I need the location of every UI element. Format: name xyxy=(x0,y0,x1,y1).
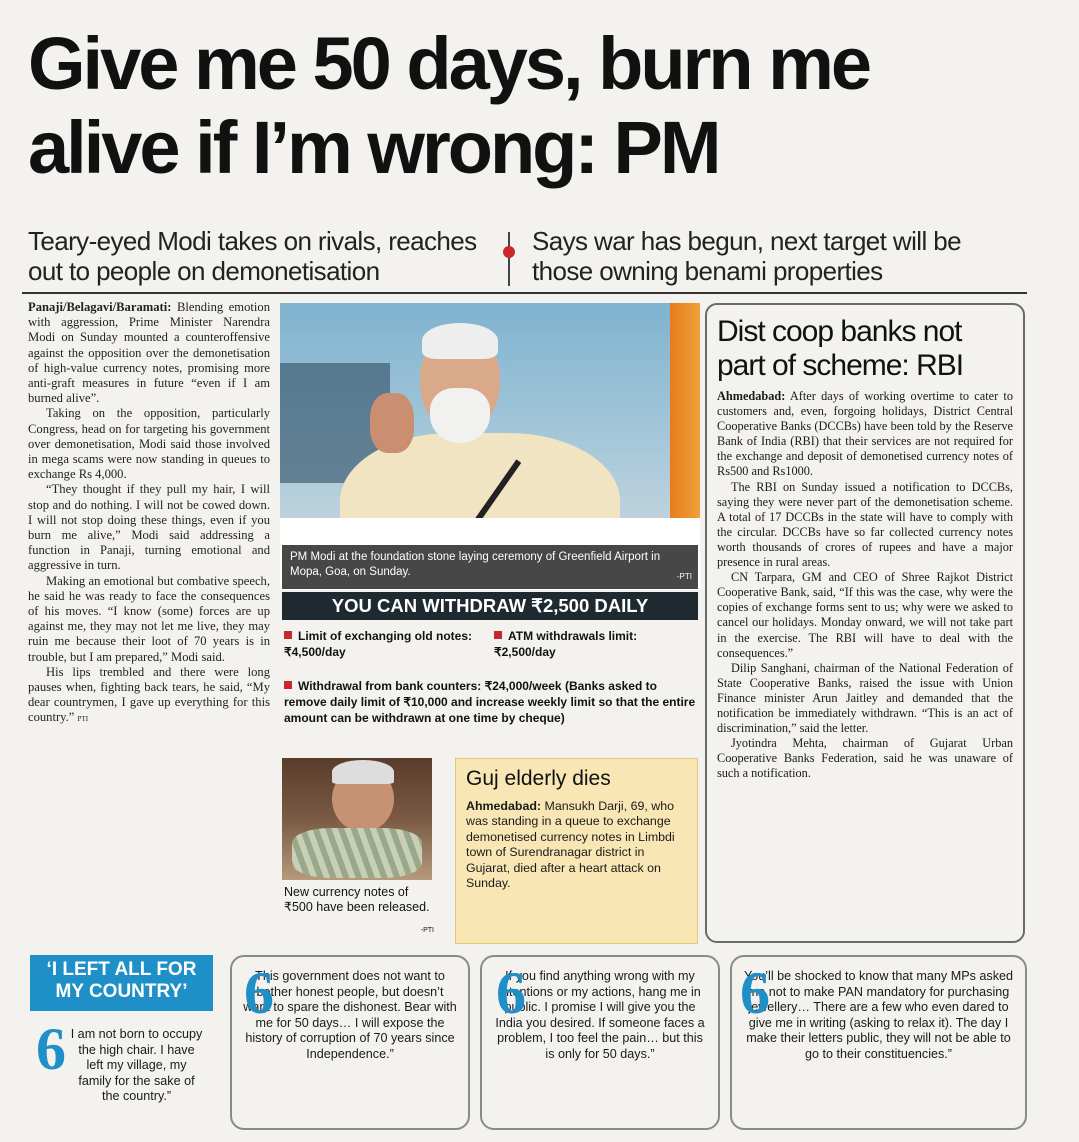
deck-left-line-1: Teary-eyed Modi takes on rivals, reaches xyxy=(28,226,477,256)
quote-2 xyxy=(230,955,470,1130)
quote-mark-icon: 6 xyxy=(740,960,770,1026)
deck-divider xyxy=(508,232,510,286)
main-story-paragraph xyxy=(28,300,270,406)
guj-title: Guj elderly dies xyxy=(466,767,611,790)
fact-atm-limit xyxy=(494,628,696,660)
currency-notes-credit: -PTI xyxy=(420,927,434,934)
deck-right-line-1: Says war has begun, next target will be xyxy=(532,226,961,256)
photo-figure-hair xyxy=(422,323,498,359)
guj-body: Mansukh Darji, 69, who was standing in a queue to exchange demonetised currency notes in Limbdi town of Surendranagar district in Gujarat, died after a heart attack on Sunday. xyxy=(466,799,675,891)
withdraw-banner: YOU CAN WITHDRAW ₹2,500 DAILY xyxy=(282,592,698,620)
photo-figure-beard xyxy=(430,388,490,443)
fact-exchange-limit xyxy=(284,628,484,660)
bullet-icon xyxy=(284,631,292,639)
bullet-icon xyxy=(494,631,502,639)
main-story-paragraph: “They thought if they pull my hair, I will stop and do nothing. I will not be cowed down. I will not stop doing these things, even if you burn me alive,” Modi said addressing a function in Panaji, turning emotional and aggressive in turn. xyxy=(28,482,270,573)
fact-text: ATM withdrawals limit: ₹2,500/day xyxy=(494,629,638,659)
fact-counter-limit xyxy=(284,678,696,726)
rbi-paragraph: The RBI on Sunday issued a notification to DCCBs, saying they were never part of the demonetisation scheme. A total of 17 DCCBs in the state will have to comply with the circular. DCCBs have so far collected currency notes worth thousands of crores of rupees and have a major presence in rural areas. xyxy=(717,479,1013,570)
deck-right xyxy=(532,226,1012,286)
quote-4 xyxy=(730,955,1027,1130)
quote-2-text: This government does not want to bother honest people, but doesn’t want to spare the dishonest. Bear with me for 50 days… I will expose the history of corruption of 70 years since Independence.” xyxy=(243,969,457,1061)
quotes-header: ‘I LEFT ALL FOR MY COUNTRY’ xyxy=(30,955,213,1011)
quote-1 xyxy=(30,1015,213,1130)
photo-person-hair xyxy=(332,760,394,784)
photo-figure-hand xyxy=(370,393,414,453)
main-story-text: Blending emotion with aggression, Prime Minister Narendra Modi on Sunday mounted a counteroffensive against the opposition over the demonetisation of high-value currency notes, promising more anti-graft measures in future “even if I am burned alive”. xyxy=(28,300,270,406)
header-rule xyxy=(22,292,1027,294)
rbi-sidebar xyxy=(705,303,1025,943)
fact-text: Withdrawal from bank counters: ₹24,000/week (Banks asked to remove daily limit of ₹10,000 and increase weekly limit so that the entire amount can be withdrawn at one time by cheque) xyxy=(284,679,696,725)
rbi-dateline: Ahmedabad: xyxy=(717,389,786,403)
photo-credit: -PTI xyxy=(676,572,692,581)
fact-text: Limit of exchanging old notes: ₹4,500/day xyxy=(284,629,472,659)
rbi-title: Dist coop banks not part of scheme: RBI xyxy=(717,315,964,382)
deck-divider-dot xyxy=(503,246,515,258)
quote-3-text: If you find anything wrong with my intentions or my actions, hang me in public. I promise I will give you the India you desired. If someone faces a problem, I too feel the pain… but this is only for 50 days.” xyxy=(495,969,705,1061)
rbi-paragraph xyxy=(717,389,1013,480)
quote-mark-icon: 6 xyxy=(36,1016,66,1082)
main-story-paragraph: Taking on the opposition, particularly Congress, head on for targeting his government over demonetisation, Modi said those involved in mega scams were now standing in queues to exchange Rs 4,000. xyxy=(28,406,270,482)
currency-notes-photo xyxy=(282,758,432,880)
guj-text xyxy=(466,799,687,891)
photo-caption xyxy=(282,545,698,589)
main-story-dateline: Panaji/Belagavi/Baramati: xyxy=(28,300,172,314)
main-story-paragraph xyxy=(28,665,270,728)
currency-notes-caption xyxy=(284,885,434,938)
photo-currency-notes xyxy=(292,828,422,878)
headline xyxy=(28,22,1058,190)
rbi-paragraph: Dilip Sanghani, chairman of the National Federation of State Cooperative Banks, raised the issue with Union Finance minister Arun Jaitley and demanded that the notification be immediately withdrawn. “This is an act of discrimination,” said the letter. xyxy=(717,660,1013,736)
quote-mark-icon: 6 xyxy=(496,960,526,1026)
quote-1-text: I am not born to occupy the high chair. I have left my village, my family for the sake of the country.” xyxy=(70,1027,203,1104)
deck-left xyxy=(28,226,498,286)
currency-notes-caption-text: New currency notes of ₹500 have been released. xyxy=(284,885,430,914)
rbi-body: After days of working overtime to cater to customers and, even, forgoing holidays, District Central Cooperative Banks (DCCBs) have been told by the Reserve Bank of India (RBI) that their services are not required for the exchange and deposit of demonetised currency notes of Rs500 and Rs1000. xyxy=(717,389,1013,479)
deck-left-line-2: out to people on demonetisation xyxy=(28,256,380,286)
rbi-paragraph: Jyotindra Mehta, chairman of Gujarat Urban Cooperative Banks Federation, said he was unaware of such a notification. xyxy=(717,736,1013,781)
rbi-text xyxy=(717,389,1013,781)
quote-mark-icon: 6 xyxy=(244,960,274,1026)
guj-dateline: Ahmedabad: xyxy=(466,799,542,813)
bullet-icon xyxy=(284,681,292,689)
guj-elderly-box xyxy=(455,758,698,944)
main-story xyxy=(28,300,270,942)
photo-caption-text: PM Modi at the foundation stone laying ceremony of Greenfield Airport in Mopa, Goa, on Sunday. xyxy=(290,551,661,578)
main-story-paragraph: Making an emotional but combative speech, he said he was ready to face the consequences of his moves. “I know (some) forces are up against me, they may not let me live, they may ruin me because their loot of 70 years is in trouble, but I am prepared,” Modi said. xyxy=(28,573,270,664)
quote-3 xyxy=(480,955,720,1130)
rbi-paragraph: CN Tarpara, GM and CEO of Shree Rajkot District Cooperative Bank, said, “If this was the case, why were the copies of exchange forms sent to us; why were we asked to cancel our holidays. Monday onward, we will not take part in the exercise. The RBI will have to deal with the consequences.” xyxy=(717,570,1013,660)
main-story-text: His lips trembled and there were long pauses when, fighting back tears, he said, “My dear countrymen, I gave up everything for this country.” xyxy=(28,664,270,725)
headline-line-1: Give me 50 days, burn me xyxy=(28,22,870,105)
deck-right-line-2: those owning benami properties xyxy=(532,256,883,286)
quote-4-text: You’ll be shocked to know that many MPs asked me not to make PAN mandatory for purchasing jewellery… There are a few who even dared to give me in writing (asking to relax it). The day I make their letters public, they will not be able to go to their constituencies.” xyxy=(743,969,1014,1061)
main-story-credit: PTI xyxy=(77,715,89,724)
headline-line-2: alive if I’m wrong: PM xyxy=(28,106,719,189)
